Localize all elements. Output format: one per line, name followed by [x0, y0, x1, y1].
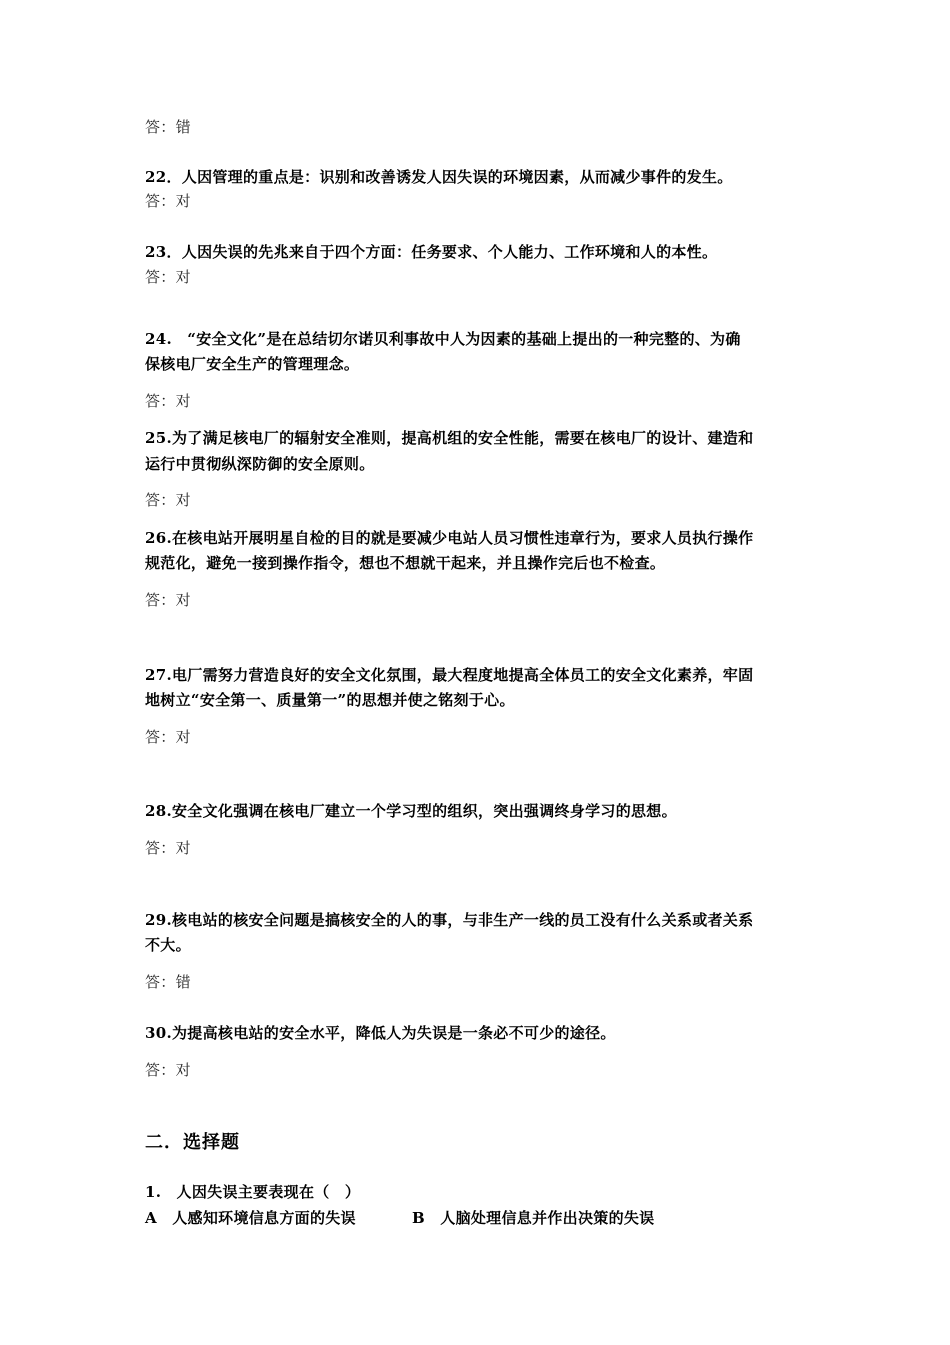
answer-28: 答：对	[145, 839, 191, 857]
choice-question-1: 1. 人因失误主要表现在（ ）	[145, 1183, 361, 1201]
question-24-line-2: 保核电厂安全生产的管理理念。	[145, 355, 360, 373]
question-28: 28.安全文化强调在核电厂建立一个学习型的组织，突出强调终身学习的思想。	[145, 802, 677, 820]
question-24-line-1: 24. “安全文化”是在总结切尔诺贝利事故中人为因素的基础上提出的一种完整的、为确	[145, 330, 741, 348]
choice-option-b: B 人脑处理信息并作出决策的失误	[412, 1209, 655, 1227]
section-title-multiple-choice: 二．选择题	[145, 1132, 240, 1153]
answer-22: 答：对	[145, 192, 191, 210]
question-26-line-2: 规范化，避免一接到操作指令，想也不想就干起来，并且操作完后也不检查。	[145, 554, 666, 572]
choice-option-a: A 人感知环境信息方面的失误	[145, 1209, 356, 1227]
question-30: 30.为提高核电站的安全水平，降低人为失误是一条必不可少的途径。	[145, 1024, 616, 1042]
answer-30: 答：对	[145, 1061, 191, 1079]
question-27-line-1: 27.电厂需努力营造良好的安全文化氛围，最大程度地提高全体员工的安全文化素养，牢固	[145, 666, 754, 684]
answer-21: 答：错	[145, 118, 191, 136]
answer-24: 答：对	[145, 392, 191, 410]
answer-27: 答：对	[145, 728, 191, 746]
answer-23: 答：对	[145, 268, 191, 286]
question-22: 22．人因管理的重点是：识别和改善诱发人因失误的环境因素，从而减少事件的发生。	[145, 168, 733, 186]
question-23: 23．人因失误的先兆来自于四个方面：任务要求、个人能力、工作环境和人的本性。	[145, 243, 718, 261]
question-27-line-2: 地树立“安全第一、质量第一”的思想并使之铭刻于心。	[145, 691, 515, 709]
answer-29: 答：错	[145, 973, 191, 991]
question-25-line-1: 25.为了满足核电厂的辐射安全准则，提高机组的安全性能，需要在核电厂的设计、建造和	[145, 429, 754, 447]
answer-26: 答：对	[145, 591, 191, 609]
question-29-line-1: 29.核电站的核安全问题是搞核安全的人的事，与非生产一线的员工没有什么关系或者关系	[145, 911, 754, 929]
question-26-line-1: 26.在核电站开展明星自检的目的就是要减少电站人员习惯性违章行为，要求人员执行操作	[145, 529, 754, 547]
question-29-line-2: 不大。	[145, 936, 191, 954]
answer-25: 答：对	[145, 491, 191, 509]
question-25-line-2: 运行中贯彻纵深防御的安全原则。	[145, 455, 375, 473]
